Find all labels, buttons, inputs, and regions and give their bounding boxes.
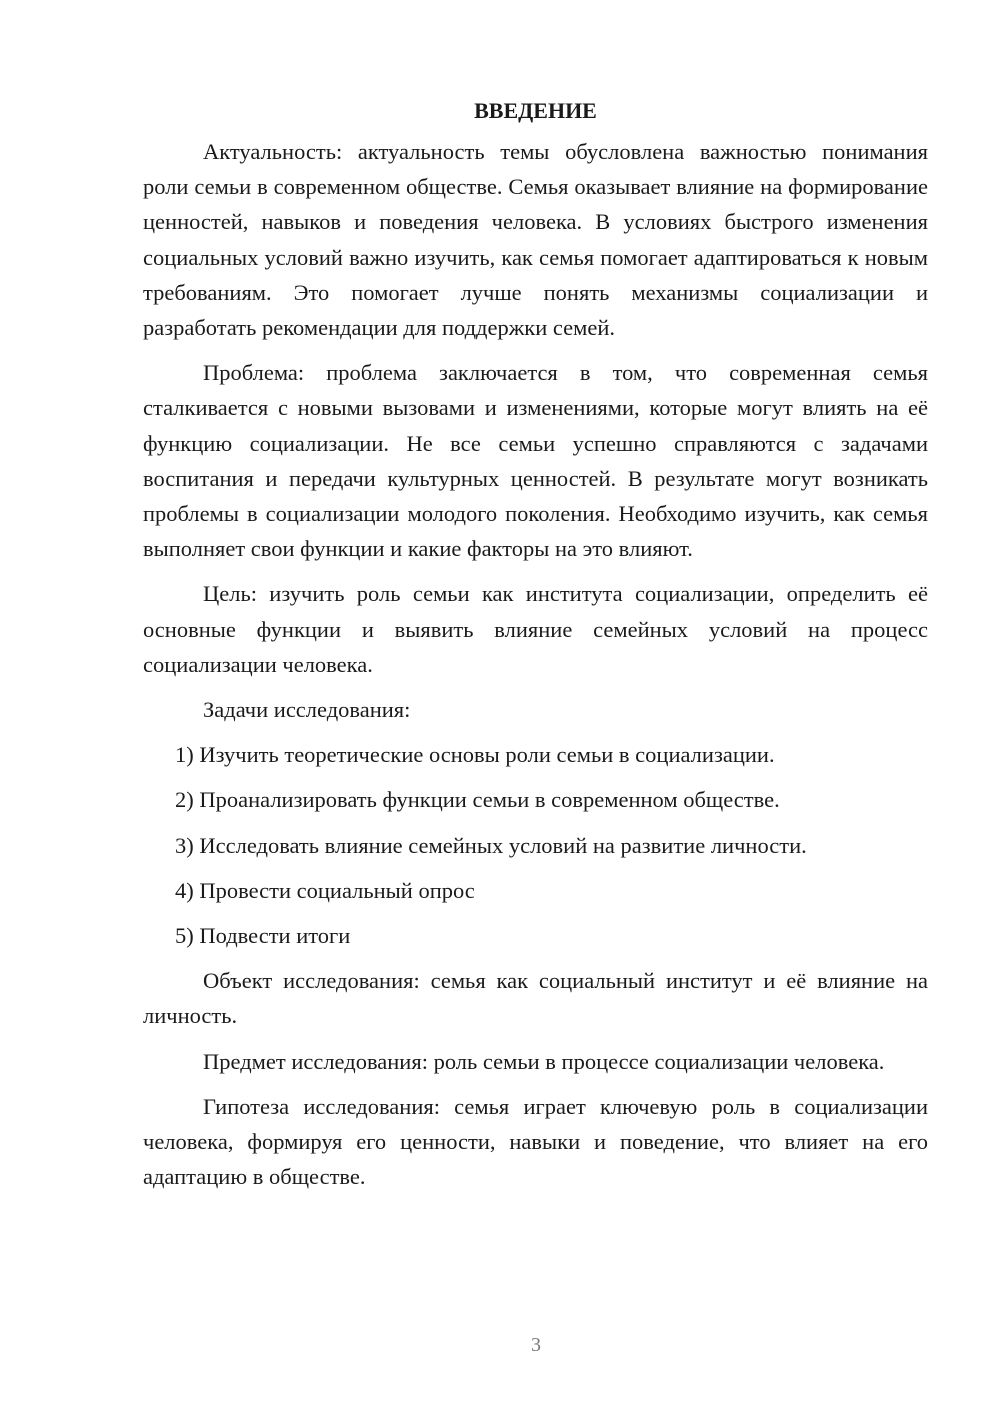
paragraph-hypothesis: Гипотеза исследования: семья играет ключевую роль в социализации человека, формируя его ценности, навыки и поведение, что влияет на его адаптацию в обществе. bbox=[143, 1093, 928, 1190]
page-number: 3 bbox=[531, 1334, 541, 1356]
paragraph-problem: Проблема: проблема заключается в том, что современная семья сталкивается с новыми вызовами и изменениями, которые могут влиять на её функцию социализации. Не все семьи успешно справляются с задачами воспитания и передачи культурных ценностей. В результате могут возникать проблемы в социализации молодого поколения. Необходимо изучить, как семья выполняет свои функции и какие факторы на это влияют. bbox=[143, 360, 928, 562]
paragraph-subject: Предмет исследования: роль семьи в процессе социализации человека. bbox=[203, 1048, 885, 1074]
task-item-1: 1) Изучить теоретические основы роли семьи в социализации. bbox=[175, 742, 775, 768]
section-title: ВВЕДЕНИЕ bbox=[474, 98, 597, 123]
paragraph-relevance: Актуальность: актуальность темы обусловлена важностью понимания роли семьи в современном обществе. Семья оказывает влияние на формирование ценностей, навыков и поведения человека. В условиях быстрого изменения социальных условий важно изучить, как семья помогает адаптироваться к новым требованиям. Это помогает лучше понять механизмы социализации и разработать рекомендации для поддержки семей. bbox=[143, 139, 928, 341]
tasks-list bbox=[143, 737, 928, 953]
task-item-2: 2) Проанализировать функции семьи в современном обществе. bbox=[175, 787, 780, 813]
task-item-5: 5) Подвести итоги bbox=[175, 923, 351, 949]
document-page bbox=[143, 96, 928, 1204]
paragraph-object: Объект исследования: семья как социальный институт и её влияние на личность. bbox=[143, 968, 928, 1029]
task-item-4: 4) Провести социальный опрос bbox=[175, 877, 475, 903]
task-item-3: 3) Исследовать влияние семейных условий на развитие личности. bbox=[175, 832, 807, 858]
paragraph-goal: Цель: изучить роль семьи как института социализации, определить её основные функции и выявить влияние семейных условий на процесс социализации человека. bbox=[143, 581, 928, 677]
tasks-heading: Задачи исследования: bbox=[203, 697, 411, 723]
